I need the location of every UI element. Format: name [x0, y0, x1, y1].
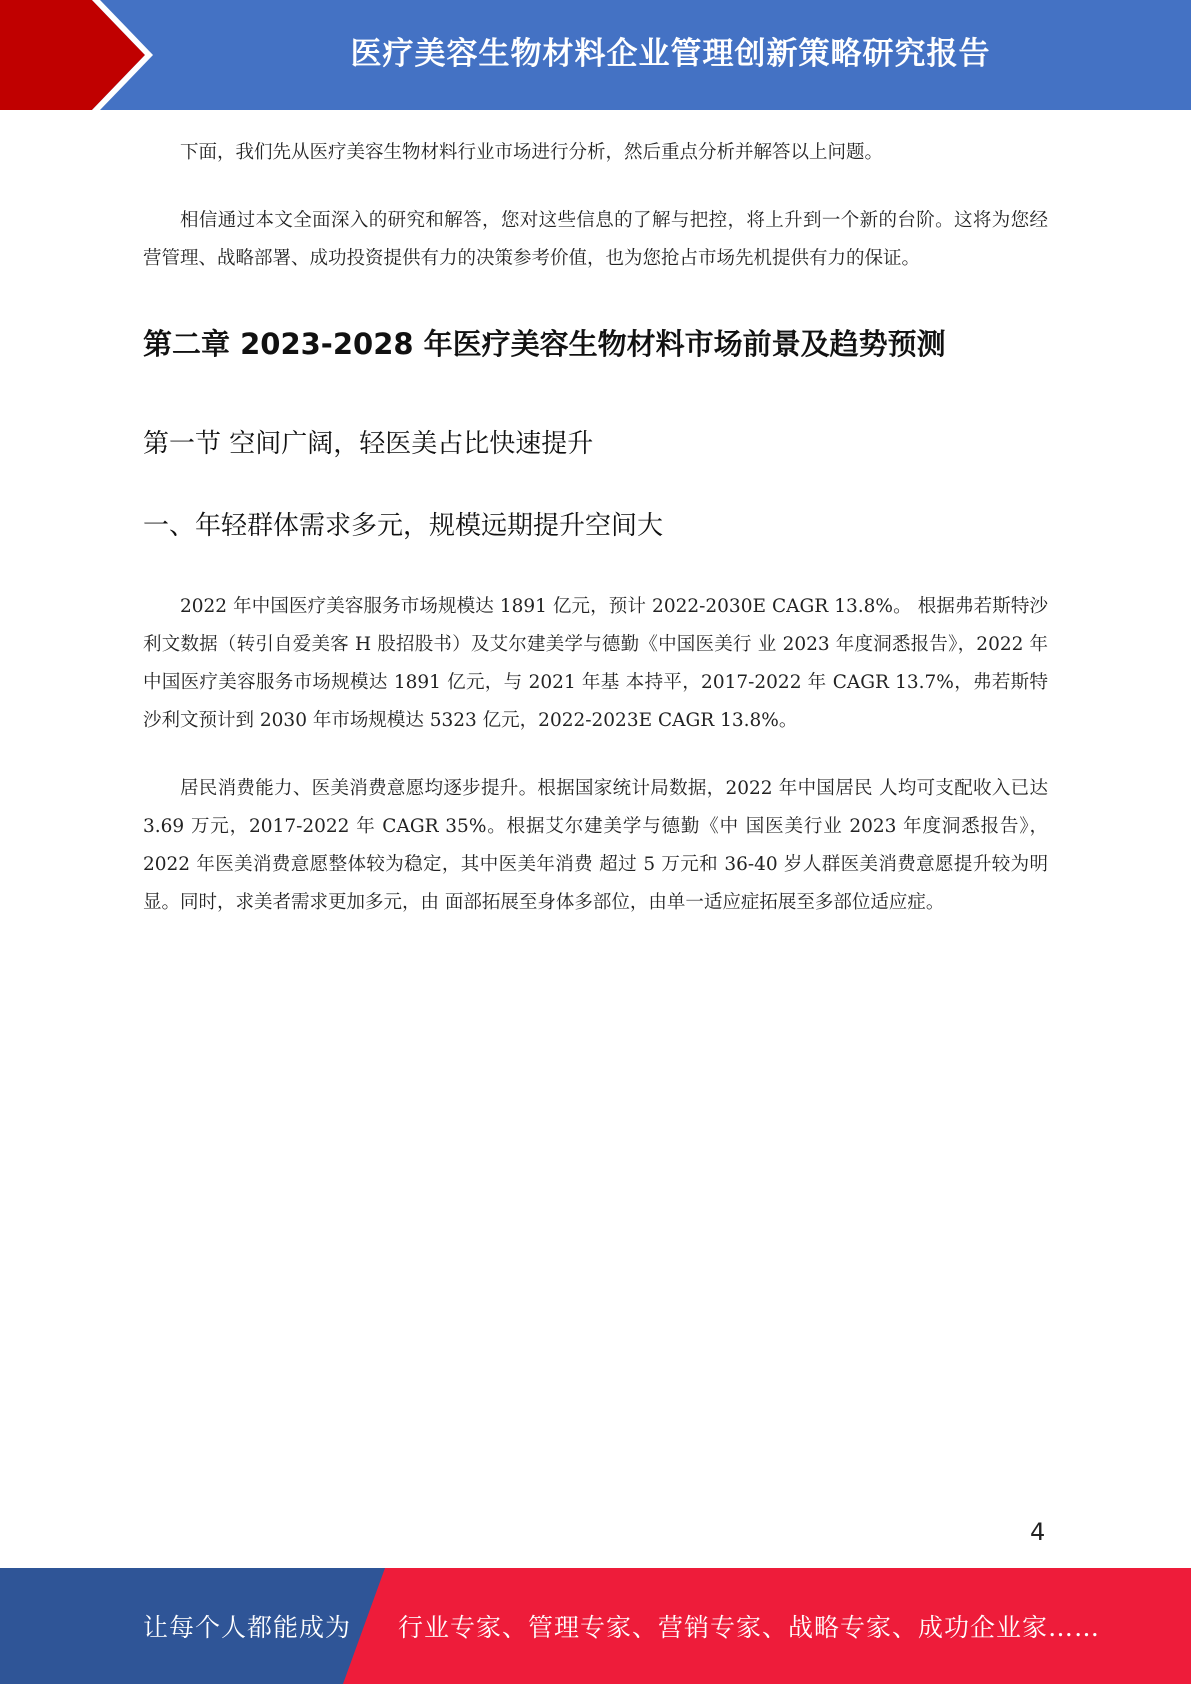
- report-title: 医疗美容生物材料企业管理创新策略研究报告: [350, 35, 991, 72]
- page-footer: [0, 1568, 1191, 1684]
- intro-paragraph: 下面，我们先从医疗美容生物材料行业市场进行分析，然后重点分析并解答以上问题。: [180, 142, 884, 163]
- chapter-heading: 第二章 2023-2028 年医疗美容生物材料市场前景及趋势预测: [143, 327, 946, 361]
- page-number: 4: [1030, 1518, 1046, 1546]
- market-size-paragraph: 2022 年中国医疗美容服务市场规模达 1891 亿元，预计 2022-2030E CAGR 13.8%。 根据弗若斯特沙利文数据（转引自爱美客 H 股招股书）及艾尔建美学与德勤《中国医美行 业 2023 年度洞悉报告》，2022 年中国医疗美容服务市场规模达 1891 亿元，与 2021 年基 本持平，2017-2022 年 CAGR 13.7%，弗若斯特沙利文预计到 2030 年市场规模达 5323 亿元，2022-2023E CAGR 13.8%。: [143, 596, 1048, 731]
- footer-slogan-left: 让每个人都能成为: [143, 1613, 352, 1642]
- consumption-paragraph: 居民消费能力、医美消费意愿均逐步提升。根据国家统计局数据，2022 年中国居民 人均可支配收入已达 3.69 万元，2017-2022 年 CAGR 35%。根据艾尔建美学与德勤《中 国医美行业 2023 年度洞悉报告》，2022 年医美消费意愿整体较为稳定，其中医美年消费 超过 5 万元和 36-40 岁人群医美消费意愿提升较为明显。同时，求美者需求更加多元，由 面部拓展至身体多部位，由单一适应症拓展至多部位适应症。: [143, 778, 1048, 913]
- sub-heading: 一、年轻群体需求多元，规模远期提升空间大: [143, 511, 664, 541]
- header-chevron-decoration: [0, 0, 200, 110]
- footer-slogan-right: 行业专家、管理专家、营销专家、战略专家、成功企业家……: [398, 1613, 1101, 1642]
- confidence-paragraph: 相信通过本文全面深入的研究和解答，您对这些信息的了解与把控，将上升到一个新的台阶。这将为您经营管理、战略部署、成功投资提供有力的决策参考价值，也为您抢占市场先机提供有力的保证。: [143, 210, 1048, 269]
- page-header: [0, 0, 1191, 110]
- page-content: [143, 130, 1048, 922]
- section-heading: 第一节 空间广阔，轻医美占比快速提升: [143, 429, 594, 459]
